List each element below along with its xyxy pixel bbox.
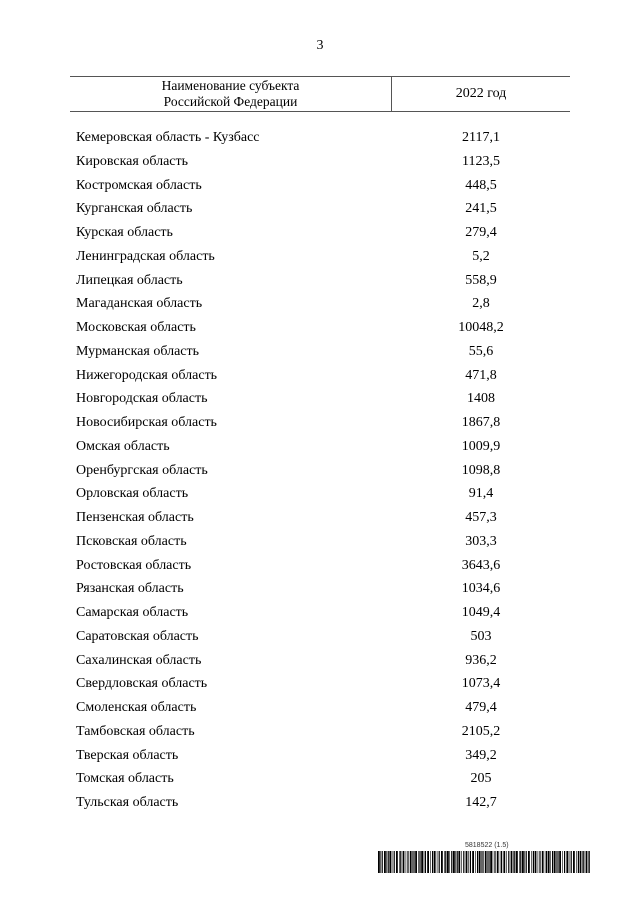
barcode-bar — [421, 851, 423, 873]
subject-value: 1867,8 — [461, 415, 501, 430]
subject-value: 3643,6 — [461, 557, 501, 573]
barcode-bar — [466, 851, 468, 873]
barcode-bar — [463, 851, 464, 873]
barcode-bar — [503, 851, 505, 873]
column-header-subject-line2: Российской Федерации — [163, 94, 298, 109]
barcode-bar — [508, 851, 509, 873]
table-header — [70, 76, 570, 112]
barcode-bar — [545, 851, 546, 873]
subject-name: Новосибирская область — [76, 415, 217, 430]
barcode-bar — [490, 851, 492, 873]
subject-name: Костромская область — [76, 177, 202, 193]
barcode-bar — [506, 851, 507, 873]
barcode-bar — [481, 851, 482, 873]
barcode-bar — [569, 851, 570, 873]
barcode-bar — [487, 851, 488, 873]
barcode-bar — [522, 851, 524, 873]
barcode-bar — [576, 851, 577, 873]
barcode-bar — [589, 851, 590, 873]
subject-value: 5,2 — [472, 248, 490, 264]
barcode-bar — [468, 851, 469, 873]
barcode-bar — [394, 851, 395, 873]
column-header-year: 2022 год — [455, 86, 507, 101]
barcode-bar — [380, 851, 381, 873]
table-row — [0, 554, 640, 578]
barcode-bar — [582, 851, 583, 873]
table-row — [0, 672, 640, 696]
table-row — [0, 482, 640, 506]
barcode-bar — [396, 851, 398, 873]
barcode-bar — [559, 851, 561, 873]
barcode — [378, 851, 590, 873]
barcode-bar — [434, 851, 436, 873]
table-row — [0, 601, 640, 625]
barcode-bar — [556, 851, 557, 873]
barcode-bar — [458, 851, 460, 873]
barcode-bar — [470, 851, 471, 873]
barcode-bar — [571, 851, 572, 873]
table-row — [0, 197, 640, 221]
barcode-bar — [497, 851, 499, 873]
barcode-bar — [586, 851, 588, 873]
subject-value: 142,7 — [465, 795, 497, 810]
barcode-bar — [501, 851, 502, 873]
barcode-bar — [415, 851, 417, 873]
column-header-subject-line1: Наименование субъекта — [161, 78, 300, 93]
table-row — [0, 649, 640, 673]
table-row — [0, 340, 640, 364]
barcode-bar — [488, 851, 489, 873]
barcode-bar — [400, 851, 401, 873]
subject-value: 448,5 — [465, 177, 497, 193]
subject-value: 10048,2 — [458, 320, 504, 335]
table-row — [0, 625, 640, 649]
barcode-bar — [392, 851, 393, 873]
barcode-bar — [514, 851, 515, 873]
barcode-bar — [564, 851, 565, 873]
subject-name: Курганская область — [76, 201, 193, 217]
barcode-bar — [520, 851, 521, 873]
barcode-bar — [524, 851, 525, 873]
subject-name: Новгородская область — [76, 391, 208, 407]
barcode-bar — [539, 851, 540, 873]
barcode-bar — [378, 851, 380, 873]
table-body — [0, 126, 640, 815]
barcode-bar — [533, 851, 534, 873]
barcode-bar — [406, 851, 407, 873]
table-row — [0, 387, 640, 411]
subject-name: Мурманская область — [76, 343, 200, 359]
barcode-bar — [535, 851, 537, 873]
table-row — [0, 269, 640, 293]
subject-value: 457,3 — [465, 510, 497, 525]
table-row — [0, 720, 640, 744]
barcode-bar — [449, 851, 450, 873]
subject-name: Свердловская область — [76, 676, 208, 692]
barcode-bar — [447, 851, 449, 873]
subject-value: 1009,9 — [461, 438, 501, 454]
subject-value: 1073,4 — [461, 676, 501, 692]
table-row — [0, 577, 640, 601]
table-row — [0, 506, 640, 530]
subject-value: 479,4 — [465, 700, 497, 715]
barcode-bar — [477, 851, 478, 873]
document-code: 5818522 (1.5) — [465, 842, 509, 849]
barcode-bar — [386, 851, 387, 873]
subject-name: Самарская область — [76, 605, 189, 620]
barcode-bar — [403, 851, 405, 873]
table-row — [0, 126, 640, 150]
subject-name: Кировская область — [76, 153, 189, 169]
subject-name: Кемеровская область - Кузбасс — [76, 130, 260, 145]
barcode-bar — [554, 851, 556, 873]
table-row — [0, 174, 640, 198]
subject-value: 471,8 — [465, 367, 497, 383]
barcode-bar — [444, 851, 445, 873]
barcode-bar — [430, 851, 431, 873]
table-row — [0, 530, 640, 554]
subject-value: 2105,2 — [461, 723, 501, 739]
barcode-bar — [519, 851, 520, 873]
barcode-bar — [580, 851, 582, 873]
table-row — [0, 364, 640, 388]
subject-name: Магаданская область — [76, 296, 203, 312]
barcode-bar — [566, 851, 568, 873]
barcode-bar — [542, 851, 544, 873]
subject-name: Смоленская область — [76, 700, 197, 715]
barcode-bar — [413, 851, 414, 873]
table-row — [0, 316, 640, 340]
table-row — [0, 150, 640, 174]
barcode-bar — [479, 851, 481, 873]
barcode-bar — [493, 851, 494, 873]
barcode-bar — [427, 851, 429, 873]
table-row — [0, 435, 640, 459]
barcode-bar — [432, 851, 433, 873]
barcode-bar — [384, 851, 386, 873]
barcode-bar — [500, 851, 501, 873]
subject-name: Орловская область — [76, 486, 189, 502]
column-header-subject — [70, 77, 391, 111]
barcode-bar — [418, 851, 419, 873]
subject-name: Псковская область — [76, 533, 187, 549]
barcode-bar — [538, 851, 539, 873]
barcode-bar — [588, 851, 589, 873]
subject-name: Ростовская область — [76, 557, 192, 573]
barcode-bar — [455, 851, 456, 873]
barcode-bar — [410, 851, 412, 873]
barcode-bar — [494, 851, 495, 873]
page-number: 3 — [316, 38, 324, 53]
barcode-bar — [407, 851, 408, 873]
table-row — [0, 791, 640, 815]
subject-name: Московская область — [76, 320, 196, 335]
table-row — [0, 744, 640, 768]
barcode-bar — [388, 851, 389, 873]
barcode-bar — [546, 851, 547, 873]
barcode-bar — [389, 851, 391, 873]
subject-name: Саратовская область — [76, 628, 199, 644]
subject-value: 1408 — [467, 391, 495, 407]
barcode-bar — [583, 851, 584, 873]
subject-name: Томская область — [76, 771, 174, 787]
table-row — [0, 411, 640, 435]
subject-name: Нижегородская область — [76, 367, 218, 383]
subject-value: 558,9 — [465, 272, 497, 288]
subject-name: Курская область — [76, 225, 173, 240]
barcode-bar — [550, 851, 551, 873]
subject-value: 1123,5 — [462, 153, 500, 169]
subject-value: 349,2 — [465, 747, 497, 763]
subject-name: Рязанская область — [76, 581, 184, 597]
subject-name: Липецкая область — [76, 272, 183, 288]
subject-value: 503 — [470, 628, 492, 644]
barcode-bar — [453, 851, 455, 873]
subject-value: 303,3 — [465, 533, 497, 549]
subject-value: 279,4 — [465, 225, 497, 240]
subject-value: 2,8 — [472, 296, 490, 312]
subject-value: 91,4 — [468, 486, 494, 502]
subject-value: 1049,4 — [461, 605, 501, 620]
barcode-bar — [451, 851, 452, 873]
subject-value: 1034,6 — [461, 581, 501, 597]
barcode-bar — [513, 851, 514, 873]
subject-name: Сахалинская область — [76, 652, 202, 668]
barcode-bar — [511, 851, 513, 873]
barcode-bar — [424, 851, 425, 873]
table-row — [0, 696, 640, 720]
table-row — [0, 767, 640, 791]
barcode-bar — [528, 851, 530, 873]
barcode-bar — [437, 851, 438, 873]
barcode-bar — [441, 851, 443, 873]
subject-name: Тверская область — [76, 747, 179, 763]
barcode-bar — [425, 851, 426, 873]
barcode-bar — [562, 851, 563, 873]
subject-name: Омская область — [76, 438, 170, 454]
barcode-bar — [475, 851, 476, 873]
barcode-bar — [419, 851, 420, 873]
subject-value: 2117,1 — [462, 130, 500, 145]
subject-name: Тамбовская область — [76, 723, 195, 739]
barcode-bar — [573, 851, 575, 873]
subject-name: Ленинградская область — [76, 248, 215, 264]
subject-name: Оренбургская область — [76, 462, 208, 478]
barcode-bar — [412, 851, 413, 873]
table-row — [0, 221, 640, 245]
barcode-bar — [461, 851, 462, 873]
barcode-bar — [472, 851, 474, 873]
barcode-bar — [439, 851, 440, 873]
barcode-bar — [445, 851, 446, 873]
subject-value: 241,5 — [465, 201, 497, 217]
barcode-bar — [531, 851, 532, 873]
barcode-bar — [457, 851, 458, 873]
barcode-bar — [482, 851, 483, 873]
table-row — [0, 292, 640, 316]
barcode-bar — [382, 851, 383, 873]
table-row — [0, 459, 640, 483]
subject-name: Тульская область — [76, 795, 179, 810]
subject-value: 1098,8 — [461, 462, 501, 478]
barcode-bar — [516, 851, 518, 873]
barcode-bar — [578, 851, 579, 873]
barcode-bar — [399, 851, 400, 873]
subject-name: Пензенская область — [76, 510, 194, 525]
barcode-bar — [552, 851, 553, 873]
barcode-bar — [548, 851, 550, 873]
subject-value: 936,2 — [465, 652, 497, 668]
barcode-bar — [526, 851, 527, 873]
barcode-bar — [485, 851, 487, 873]
subject-value: 205 — [470, 771, 492, 787]
barcode-bar — [557, 851, 558, 873]
table-row — [0, 245, 640, 269]
subject-value: 55,6 — [468, 343, 494, 359]
